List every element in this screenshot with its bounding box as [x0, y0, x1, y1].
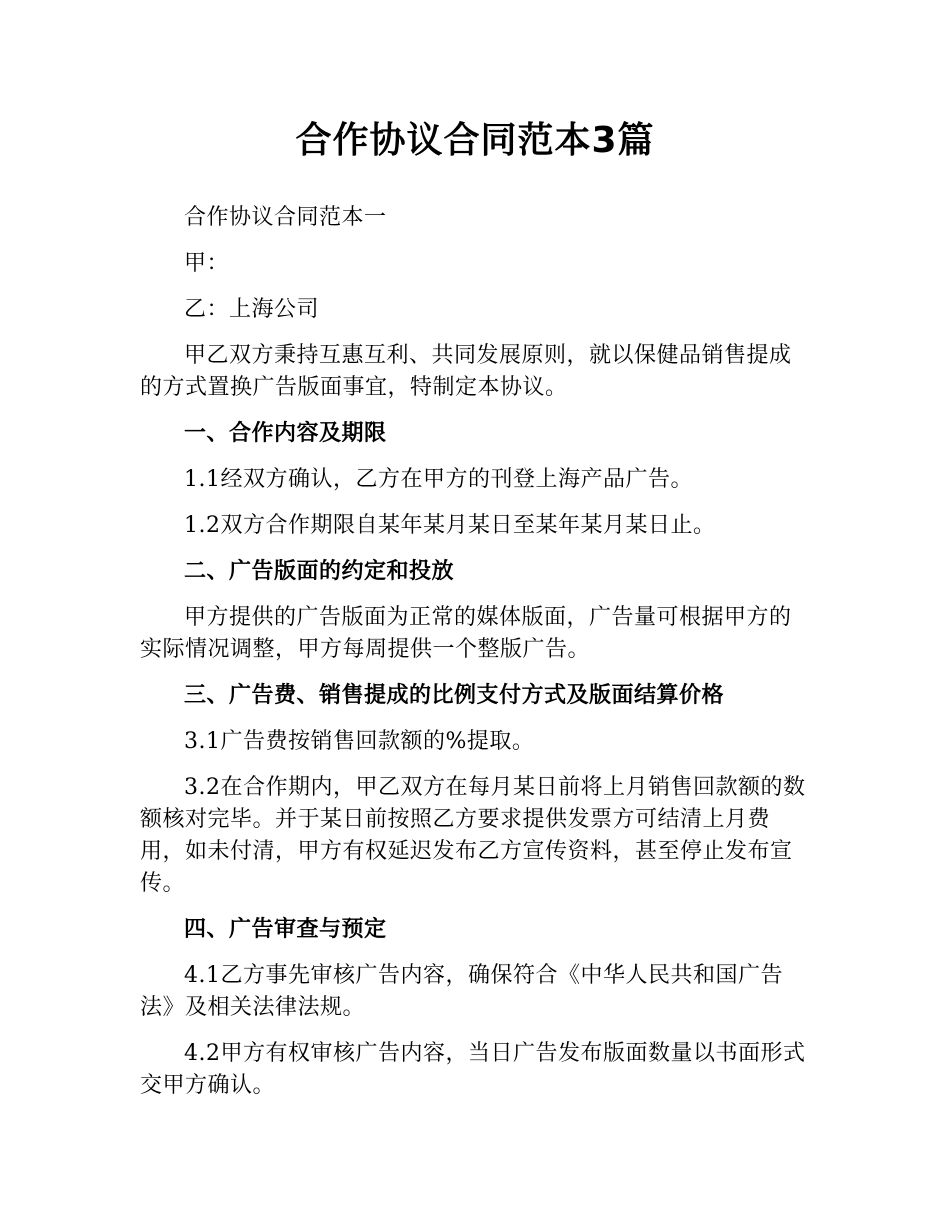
clause-paragraph: 1.1经双方确认，乙方在甲方的刊登上海产品广告。: [184, 467, 693, 492]
clause-paragraph: 4.1乙方事先审核广告内容，确保符合《中华人民共和国广告法》及相关法律法规。: [140, 963, 783, 1020]
party-a-line: 甲：: [184, 251, 230, 276]
document-title: 合作协议合同范本3篇: [295, 120, 655, 161]
section-heading: 三、广告费、销售提成的比例支付方式及版面结算价格: [184, 683, 725, 708]
section-heading: 二、广告版面的约定和投放: [184, 559, 455, 584]
clause-paragraph: 甲方提供的广告版面为正常的媒体版面，广告量可根据甲方的实际情况调整，甲方每周提供一个整版广告。: [140, 605, 792, 662]
clause-paragraph: 4.2甲方有权审核广告内容，当日广告发布版面数量以书面形式交甲方确认。: [140, 1041, 806, 1098]
clause-paragraph: 3.2在合作期内，甲乙双方在每月某日前将上月销售回款额的数额核对完毕。并于某日前按照乙方要求提供发票方可结清上月费用，如未付清，甲方有权延迟发布乙方宣传资料，甚至停止发布宣传。: [140, 775, 806, 896]
section-heading: 一、合作内容及期限: [184, 421, 387, 446]
party-b-line: 乙：上海公司: [184, 297, 320, 322]
document-body: [140, 202, 812, 1116]
section-subtitle: 合作协议合同范本一: [184, 205, 387, 230]
clause-paragraph: 3.1广告费按销售回款额的%提取。: [184, 729, 535, 754]
section-heading: 四、广告审查与预定: [184, 917, 387, 942]
clause-paragraph: 1.2双方合作期限自某年某月某日至某年某月某日止。: [184, 513, 716, 538]
preamble-paragraph: 甲乙双方秉持互惠互利、共同发展原则，就以保健品销售提成的方式置换广告版面事宜，特制定本协议。: [140, 343, 792, 400]
